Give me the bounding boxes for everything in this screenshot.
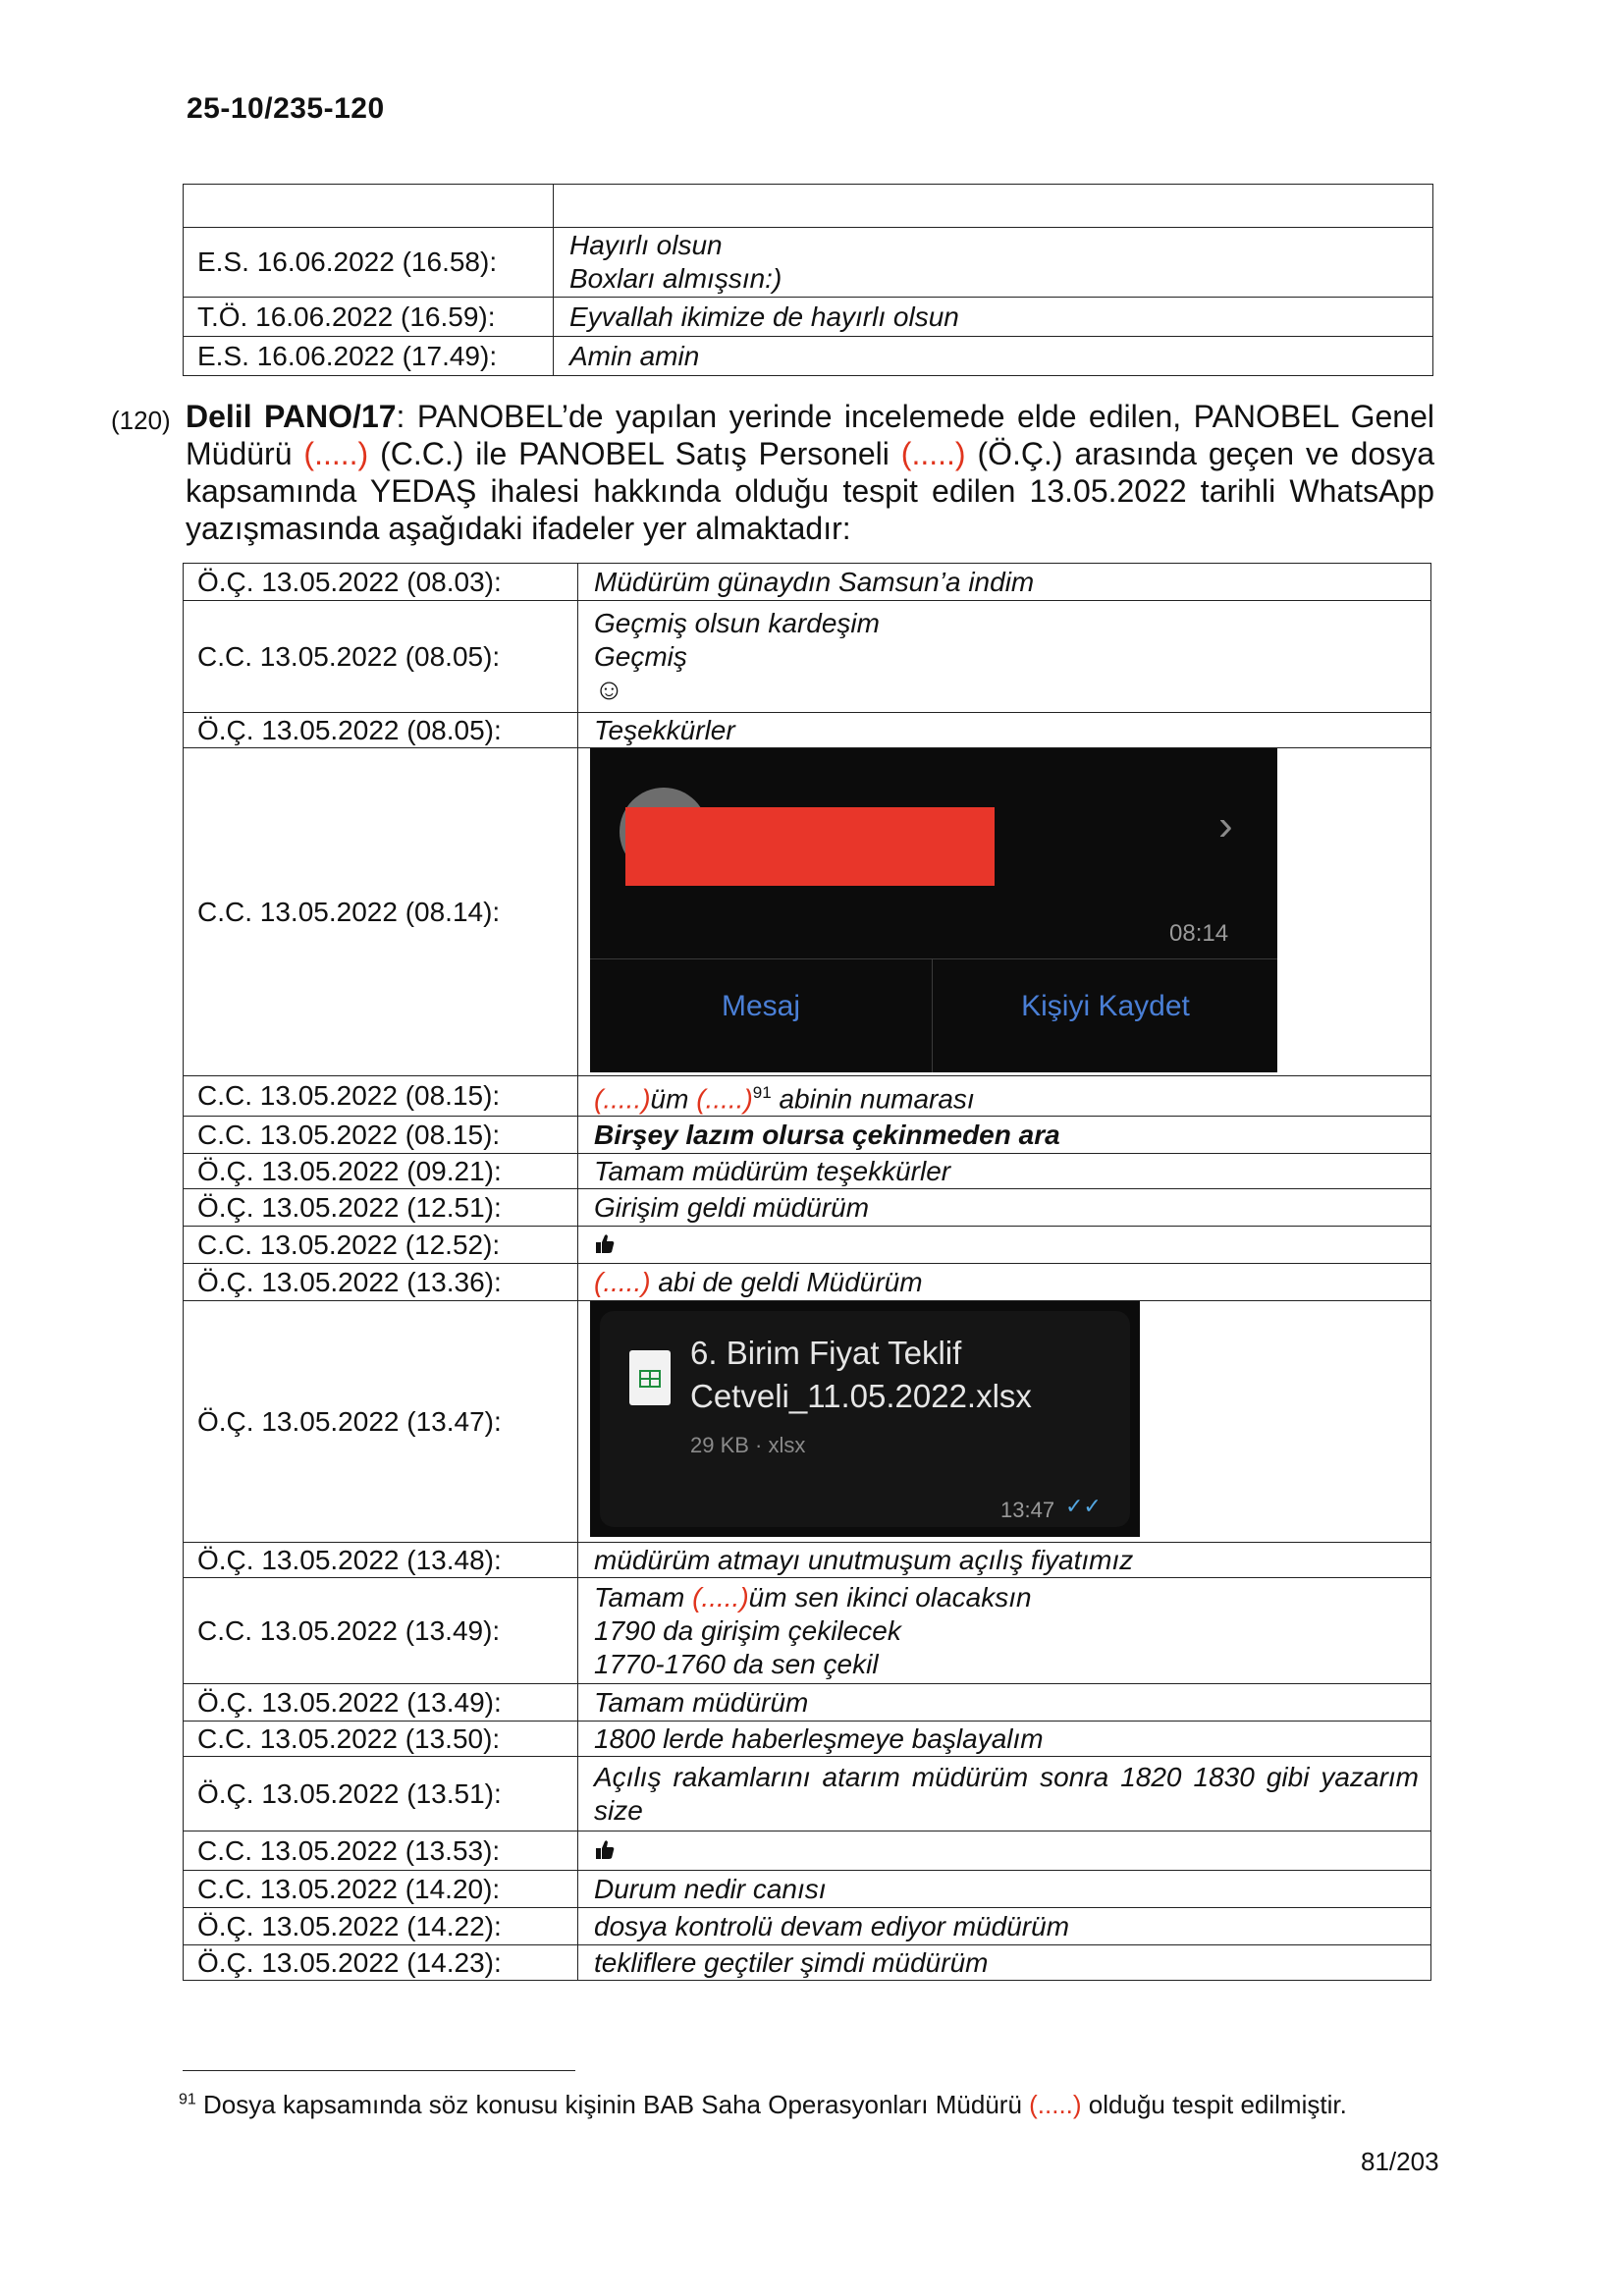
smile-emoji-icon: ☺ bbox=[594, 673, 624, 706]
footnote bbox=[179, 2090, 1347, 2120]
message-cell bbox=[554, 228, 1433, 298]
message-cell: Eyvallah ikimize de hayırlı olsun bbox=[554, 298, 1433, 337]
sender-cell: E.S. 16.06.2022 (17.49): bbox=[184, 337, 554, 376]
sender-cell: Ö.Ç. 13.05.2022 (12.51): bbox=[184, 1189, 578, 1227]
message-cell: müdürüm atmayı unutmuşum açılış fiyatımız bbox=[578, 1543, 1431, 1578]
table-row bbox=[184, 713, 1431, 748]
table-row bbox=[184, 1117, 1431, 1154]
thumbs-up-icon bbox=[594, 1232, 616, 1254]
read-receipt-icon: ✓✓ bbox=[1065, 1494, 1102, 1519]
redaction-mark: (.....) bbox=[696, 1083, 753, 1115]
message-time: 08:14 bbox=[1169, 920, 1229, 947]
message-table-2 bbox=[183, 563, 1431, 1981]
message-span: üm sen ikinci olacaksın bbox=[748, 1581, 1032, 1613]
sender-cell: C.C. 13.05.2022 (13.49): bbox=[184, 1578, 578, 1684]
chevron-right-icon: › bbox=[1218, 801, 1233, 849]
sender-cell: C.C. 13.05.2022 (08.15): bbox=[184, 1117, 578, 1154]
message-cell: Durum nedir canısı bbox=[578, 1871, 1431, 1908]
message-cell bbox=[554, 185, 1433, 228]
message-cell: Müdürüm günaydın Samsun’a indim bbox=[578, 564, 1431, 601]
message-line: Hayırlı olsun bbox=[569, 230, 723, 260]
paragraph-span: (Ö.Ç.) arasında geçen ve dosya kapsamında YEDAŞ ihalesi hakkında olduğu tespit edilen 13.05.2022 tarihli WhatsApp yazışmasında aşağıdaki ifadeler yer almaktadır: bbox=[186, 436, 1435, 546]
message-span: üm bbox=[650, 1083, 697, 1115]
table-row bbox=[184, 601, 1431, 713]
redaction-box bbox=[625, 807, 995, 886]
table-row bbox=[184, 1189, 1431, 1227]
message-line: 1790 da girişim çekilecek bbox=[594, 1614, 901, 1646]
sender-cell: Ö.Ç. 13.05.2022 (14.22): bbox=[184, 1908, 578, 1945]
message-time: 13:47 bbox=[1000, 1498, 1055, 1523]
footnote-span: olduğu tespit edilmiştir. bbox=[1081, 2090, 1347, 2119]
table-row bbox=[184, 1684, 1431, 1722]
table-row bbox=[184, 1301, 1431, 1543]
footnote-mark: 91 bbox=[179, 2091, 196, 2108]
redaction-mark: (.....) bbox=[900, 436, 966, 471]
message-button[interactable]: Mesaj bbox=[721, 990, 801, 1022]
message-cell bbox=[578, 1578, 1431, 1684]
sender-cell bbox=[184, 185, 554, 228]
table-row bbox=[184, 1945, 1431, 1981]
paragraph-number: (120) bbox=[111, 406, 171, 435]
table-row bbox=[184, 564, 1431, 601]
message-line: 1770-1760 da sen çekil bbox=[594, 1648, 879, 1679]
sender-cell: C.C. 13.05.2022 (08.05): bbox=[184, 601, 578, 713]
redaction-mark: (.....) bbox=[594, 1083, 651, 1115]
message-cell: Girişim geldi müdürüm bbox=[578, 1189, 1431, 1227]
spreadsheet-file-icon bbox=[629, 1350, 671, 1405]
table-row bbox=[184, 1154, 1431, 1189]
sender-cell: C.C. 13.05.2022 (13.53): bbox=[184, 1831, 578, 1871]
message-table-1 bbox=[183, 184, 1433, 376]
file-name: Cetveli_11.05.2022.xlsx bbox=[690, 1378, 1032, 1415]
thumbs-up-icon bbox=[594, 1838, 616, 1860]
message-cell: Tamam müdürüm bbox=[578, 1684, 1431, 1722]
page-number: 81/203 bbox=[1361, 2147, 1439, 2176]
table-row bbox=[184, 298, 1433, 337]
sender-cell: C.C. 13.05.2022 (13.50): bbox=[184, 1722, 578, 1757]
document-number: 25-10/235-120 bbox=[187, 92, 385, 125]
divider bbox=[932, 958, 933, 1072]
paragraph-span: (C.C.) ile PANOBEL Satış Personeli bbox=[368, 436, 901, 471]
sender-cell: Ö.Ç. 13.05.2022 (14.23): bbox=[184, 1945, 578, 1981]
table-row bbox=[184, 1757, 1431, 1831]
sender-cell: Ö.Ç. 13.05.2022 (08.05): bbox=[184, 713, 578, 748]
sender-cell: Ö.Ç. 13.05.2022 (13.36): bbox=[184, 1264, 578, 1301]
message-cell: Açılış rakamlarını atarım müdürüm sonra 1820 1830 gibi yazarım size bbox=[578, 1757, 1431, 1831]
message-cell bbox=[578, 1227, 1431, 1264]
file-meta: 29 KB · xlsx bbox=[690, 1433, 806, 1458]
footnote-reference: 91 bbox=[752, 1083, 772, 1102]
sender-cell: Ö.Ç. 13.05.2022 (08.03): bbox=[184, 564, 578, 601]
sender-cell: Ö.Ç. 13.05.2022 (13.51): bbox=[184, 1757, 578, 1831]
file-name: 6. Birim Fiyat Teklif bbox=[690, 1335, 962, 1372]
message-span: abinin numarası bbox=[771, 1083, 975, 1115]
message-span: abi de geldi Müdürüm bbox=[650, 1266, 923, 1297]
table-row bbox=[184, 1722, 1431, 1757]
message-cell bbox=[578, 1831, 1431, 1871]
save-contact-button[interactable]: Kişiyi Kaydet bbox=[1021, 990, 1190, 1022]
sender-cell: E.S. 16.06.2022 (16.58): bbox=[184, 228, 554, 298]
evidence-paragraph bbox=[111, 398, 1434, 547]
message-line: Boxları almışsın:) bbox=[569, 263, 782, 294]
table-row bbox=[184, 1543, 1431, 1578]
message-cell bbox=[578, 1264, 1431, 1301]
sender-cell: C.C. 13.05.2022 (08.15): bbox=[184, 1076, 578, 1117]
table-row bbox=[184, 1831, 1431, 1871]
sender-cell: Ö.Ç. 13.05.2022 (13.47): bbox=[184, 1301, 578, 1543]
sender-cell: C.C. 13.05.2022 (14.20): bbox=[184, 1871, 578, 1908]
message-cell: Tamam müdürüm teşekkürler bbox=[578, 1154, 1431, 1189]
paragraph-text bbox=[186, 398, 1434, 547]
redaction-mark: (.....) bbox=[303, 436, 369, 471]
message-cell: Birşey lazım olursa çekinmeden ara bbox=[578, 1117, 1431, 1154]
redaction-mark: (.....) bbox=[1029, 2090, 1082, 2119]
table-row bbox=[184, 185, 1433, 228]
message-cell bbox=[578, 1076, 1431, 1117]
message-cell: Teşekkürler bbox=[578, 713, 1431, 748]
table-row bbox=[184, 1578, 1431, 1684]
evidence-title: Delil PANO/17 bbox=[186, 399, 397, 434]
footnote-separator bbox=[183, 2070, 575, 2071]
sender-cell: Ö.Ç. 13.05.2022 (09.21): bbox=[184, 1154, 578, 1189]
file-attachment-screenshot[interactable] bbox=[590, 1301, 1140, 1537]
sender-cell: Ö.Ç. 13.05.2022 (13.48): bbox=[184, 1543, 578, 1578]
table-row bbox=[184, 228, 1433, 298]
footnote-span: Dosya kapsamında söz konusu kişinin BAB Saha Operasyonları Müdürü bbox=[195, 2090, 1030, 2119]
sender-cell: Ö.Ç. 13.05.2022 (13.49): bbox=[184, 1684, 578, 1722]
message-cell: tekliflere geçtiler şimdi müdürüm bbox=[578, 1945, 1431, 1981]
table-row bbox=[184, 1264, 1431, 1301]
message-cell: dosya kontrolü devam ediyor müdürüm bbox=[578, 1908, 1431, 1945]
redaction-mark: (.....) bbox=[594, 1266, 651, 1297]
sender-cell: T.Ö. 16.06.2022 (16.59): bbox=[184, 298, 554, 337]
sender-cell: C.C. 13.05.2022 (12.52): bbox=[184, 1227, 578, 1264]
message-span: Tamam bbox=[594, 1581, 693, 1613]
table-row bbox=[184, 1227, 1431, 1264]
message-cell: Amin amin bbox=[554, 337, 1433, 376]
divider bbox=[590, 958, 1277, 959]
contact-card-screenshot bbox=[590, 748, 1277, 1072]
table-row bbox=[184, 337, 1433, 376]
paragraph-span: : PANOBEL’de yapılan yerinde incelemede elde edilen, PANOBEL Genel Müdürü bbox=[186, 399, 1435, 471]
sender-cell: C.C. 13.05.2022 (08.14): bbox=[184, 748, 578, 1076]
message-cell bbox=[578, 1301, 1431, 1543]
table-row bbox=[184, 1871, 1431, 1908]
table-row bbox=[184, 1908, 1431, 1945]
message-cell: 1800 lerde haberleşmeye başlayalım bbox=[578, 1722, 1431, 1757]
table-row bbox=[184, 1076, 1431, 1117]
message-cell bbox=[578, 601, 1431, 713]
message-line: Geçmiş bbox=[594, 640, 687, 672]
table-row bbox=[184, 748, 1431, 1076]
message-line bbox=[594, 1581, 1419, 1614]
redaction-mark: (.....) bbox=[692, 1581, 749, 1613]
message-cell bbox=[578, 748, 1431, 1076]
message-line: Geçmiş olsun kardeşim bbox=[594, 607, 880, 638]
